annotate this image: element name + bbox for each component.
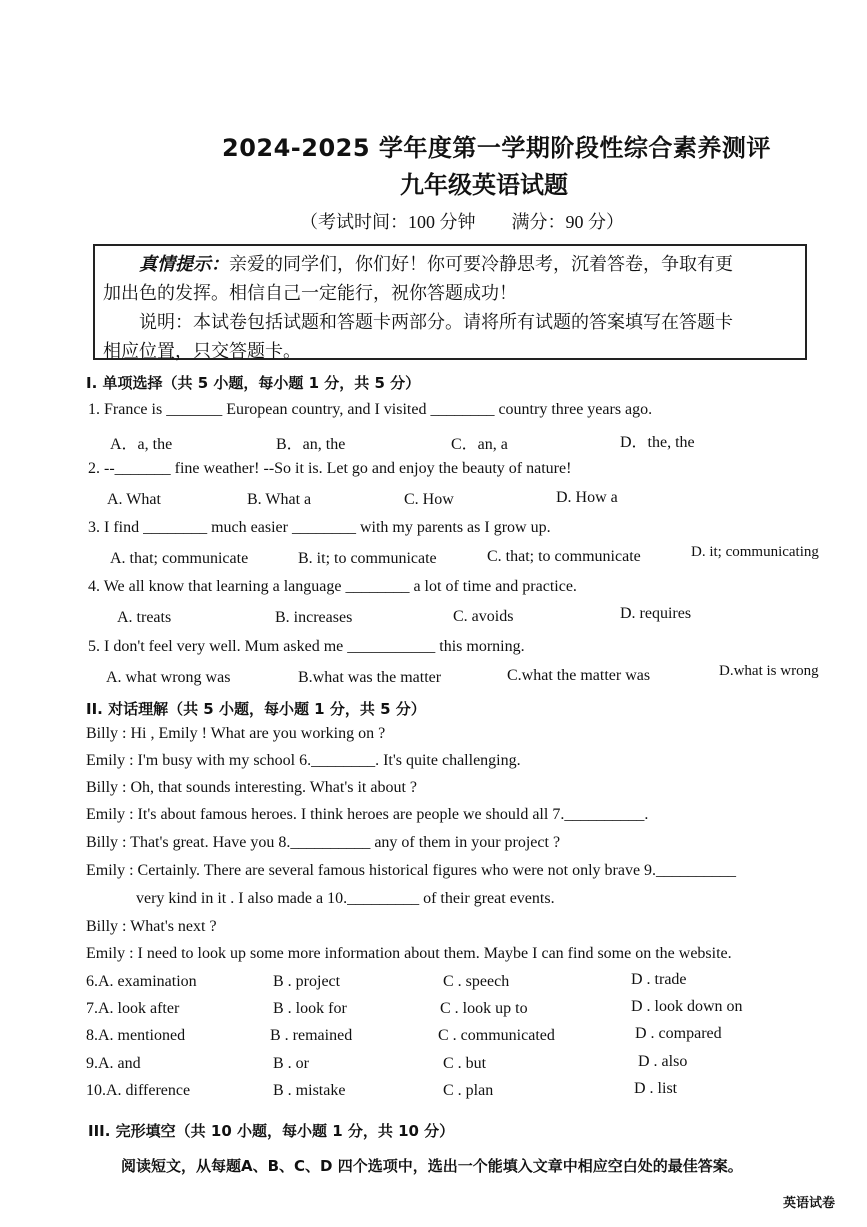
- tips-line-1: [103, 250, 799, 279]
- option-d: D. it; communicating: [691, 544, 819, 560]
- option-a: 7.A. look after: [86, 1000, 180, 1017]
- option-c: C. that; to communicate: [487, 548, 641, 565]
- dialogue-line: Emily : It's about famous heroes. I think heroes are people we should all 7.__________.: [86, 806, 649, 823]
- option-d: D. How a: [556, 489, 618, 506]
- section3-instruction: 阅读短文，从每题A、B、C、D 四个选项中，选出一个能填入文章中相应空白处的最佳答案。: [121, 1157, 743, 1175]
- option-a: A. that; communicate: [110, 550, 249, 567]
- question-stem: 2. --_______ fine weather! --So it is. Let go and enjoy the beauty of nature!: [88, 460, 572, 477]
- exam-info: （考试时间：100 分钟 满分：90 分）: [300, 212, 624, 232]
- dialogue-line: Billy : Oh, that sounds interesting. What's it about ?: [86, 779, 417, 796]
- dialogue-line: Billy : Hi , Emily ! What are you working on ?: [86, 725, 386, 742]
- option-d: D . trade: [631, 971, 687, 988]
- dialogue-line: Emily : I'm busy with my school 6.________. It's quite challenging.: [86, 752, 521, 769]
- option-b: B.what was the matter: [298, 669, 442, 686]
- option-b: B . look for: [273, 1000, 347, 1017]
- page-footer: 英语试卷: [783, 1196, 836, 1211]
- option-b: B . mistake: [273, 1082, 346, 1099]
- option-b: B．an, the: [276, 436, 346, 453]
- option-b: B. it; to communicate: [298, 550, 437, 567]
- option-b: B . or: [273, 1055, 309, 1072]
- grade-title: 九年级英语试题: [400, 171, 568, 199]
- tips-label: 真情提示：: [139, 254, 229, 274]
- option-c: C.what the matter was: [507, 667, 651, 684]
- option-c: C．an, a: [451, 436, 508, 453]
- option-c: C . plan: [443, 1082, 494, 1099]
- option-a: 10.A. difference: [86, 1082, 191, 1099]
- option-d: D . compared: [635, 1025, 722, 1042]
- question-stem: 1. France is _______ European country, and I visited ________ country three years ago.: [88, 401, 653, 418]
- section3-heading: III. 完形填空（共 10 小题，每小题 1 分，共 10 分）: [88, 1122, 455, 1140]
- option-c: C . speech: [443, 973, 510, 990]
- tips-text: 亲爱的同学们，你们好！你可要冷静思考，沉着答卷，争取有更: [229, 254, 733, 274]
- tips-line-2: 加出色的发挥。相信自己一定能行，祝你答题成功！: [103, 283, 517, 303]
- tips-line-4: 相应位置，只交答题卡。: [103, 341, 301, 361]
- option-a: A. treats: [117, 609, 172, 626]
- dialogue-line: Emily : I need to look up some more information about them. Maybe I can find some on the website.: [86, 945, 732, 962]
- option-d: D．the, the: [620, 434, 695, 451]
- option-b: B. What a: [247, 491, 312, 508]
- option-a: 9.A. and: [86, 1055, 141, 1072]
- option-a: A．a, the: [110, 436, 173, 453]
- option-b: B. increases: [275, 609, 353, 626]
- option-d: D . also: [638, 1053, 688, 1070]
- option-a: 8.A. mentioned: [86, 1027, 186, 1044]
- tips-line-3: 说明：本试卷包括试题和答题卡两部分。请将所有试题的答案填写在答题卡: [139, 312, 733, 332]
- option-c: C . but: [443, 1055, 487, 1072]
- option-c: C . look up to: [440, 1000, 528, 1017]
- exam-title: 2024-2025 学年度第一学期阶段性综合素养测评: [222, 134, 771, 162]
- option-d: D. requires: [620, 605, 692, 622]
- option-d: D . look down on: [631, 998, 743, 1015]
- question-stem: 5. I don't feel very well. Mum asked me ___________ this morning.: [88, 638, 525, 655]
- dialogue-line: Billy : That's great. Have you 8.__________ any of them in your project ?: [86, 834, 561, 851]
- dialogue-line: Emily : Certainly. There are several famous historical figures who were not only brave 9.__________: [86, 862, 737, 879]
- option-d: D.what is wrong: [719, 663, 819, 679]
- option-c: C. avoids: [453, 608, 514, 625]
- section1-heading: I. 单项选择（共 5 小题，每小题 1 分，共 5 分）: [86, 374, 421, 392]
- option-c: C . communicated: [438, 1027, 555, 1044]
- question-stem: 3. I find ________ much easier ________ with my parents as I grow up.: [88, 519, 551, 536]
- option-a: A. What: [107, 491, 161, 508]
- dialogue-line: very kind in it . I also made a 10._________ of their great events.: [136, 890, 555, 907]
- tips-box: [93, 244, 807, 360]
- option-c: C. How: [404, 491, 454, 508]
- dialogue-line: Billy : What's next ?: [86, 918, 217, 935]
- option-a: 6.A. examination: [86, 973, 197, 990]
- option-b: B . remained: [270, 1027, 353, 1044]
- option-d: D . list: [634, 1080, 678, 1097]
- option-a: A. what wrong was: [106, 669, 231, 686]
- question-stem: 4. We all know that learning a language ________ a lot of time and practice.: [88, 578, 577, 595]
- section2-heading: II. 对话理解（共 5 小题，每小题 1 分，共 5 分）: [86, 700, 426, 718]
- option-b: B . project: [273, 973, 341, 990]
